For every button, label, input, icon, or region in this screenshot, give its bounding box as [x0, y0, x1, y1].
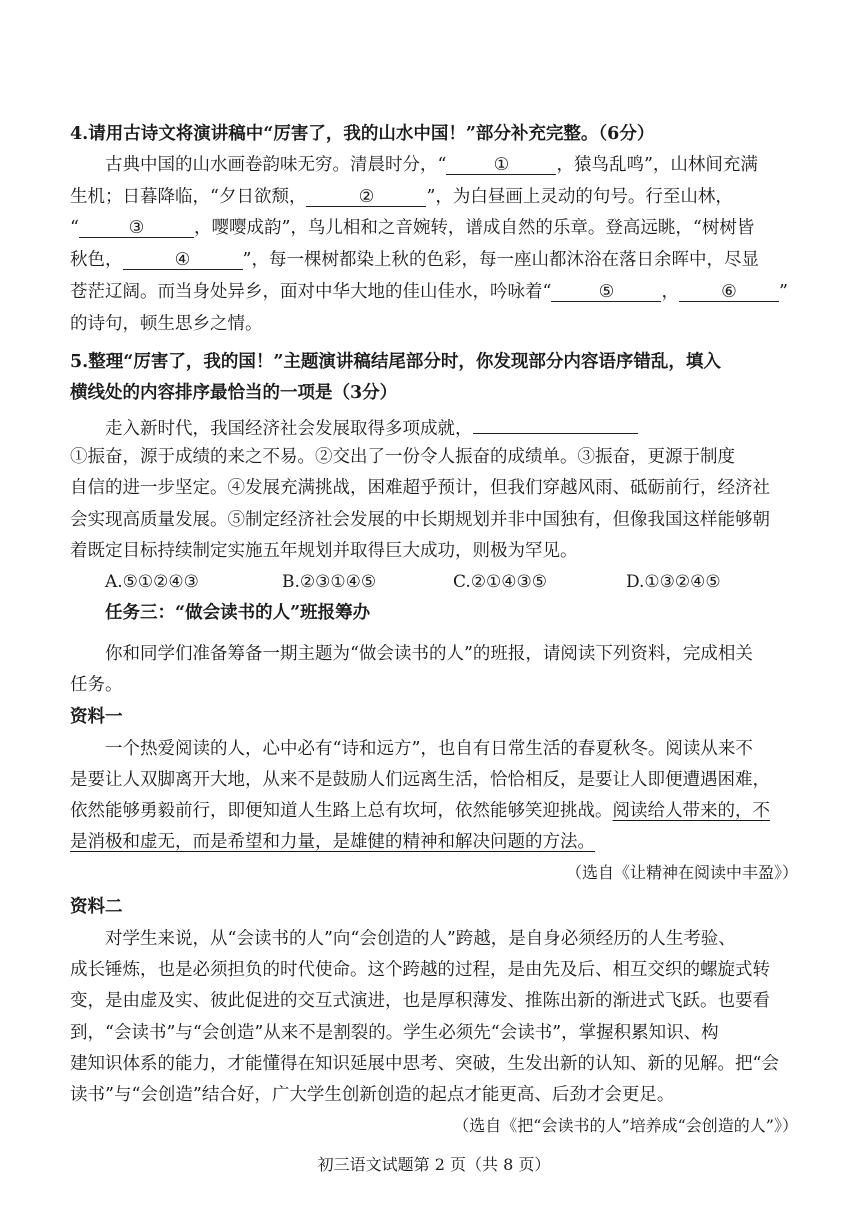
q5-title-1: 5.整理“厉害了，我的国！”主题演讲稿结尾部分时，你发现部分内容语序错乱，填入: [70, 352, 721, 372]
blank-3[interactable]: ③: [79, 217, 194, 238]
material-2-line-4: 到，“会读书”与“会创造”从来不是割裂的。学生必须先“会读书”，掌握积累知识、构: [70, 1023, 719, 1043]
q5-para-1: ①振奋，源于成绩的来之不易。②交出了一份令人振奋的成绩单。③振奋，更源于制度: [70, 447, 735, 467]
q4-title: 4.请用古诗文将演讲稿中“厉害了，我的山水中国！”部分补充完整。（6分）: [70, 124, 655, 144]
material-2-source: （选自《把“会读书的人”培养成“会创造的人”》）: [453, 1116, 798, 1135]
q4-line-2: 生机；日暮降临，“夕日欲颓， ② ”，为白昼画上灵动的句号。行至山林，: [70, 187, 733, 207]
q5-option-d[interactable]: D.①③②④⑤: [626, 572, 721, 592]
q5-para-3: 会实现高质量发展。⑤制定经济社会发展的中长期规划并非中国独有，但像我国这样能够朝: [70, 510, 770, 530]
material-1-line-4: [70, 830, 810, 854]
blank-6[interactable]: ⑥: [679, 281, 779, 302]
q4-line-1: 古典中国的山水画卷韵味无穷。清晨时分，“ ① ，猿鸟乱鸣”，山林间充满: [105, 155, 758, 175]
q5-para-2: 自信的进一步坚定。④发展充满挑战，困难超乎预计，但我们穿越风雨、砥砺前行，经济社: [70, 478, 770, 498]
blank-1[interactable]: ①: [446, 154, 556, 175]
q5-lead: 走入新时代，我国经济社会发展取得多项成就，: [105, 413, 810, 441]
task3-intro-1: 你和同学们准备筹备一期主题为“做会读书的人”的班报，请阅读下列资料，完成相关: [105, 644, 753, 664]
q4-line-6: 的诗句，顿生思乡之情。: [70, 314, 263, 334]
q5-title-2: 横线处的内容排序最恰当的一项是（3分）: [70, 383, 398, 403]
material-2-line-3: 变，是由虚及实、彼此促进的交互式演进，也是厚积薄发、推陈出新的渐进式飞跃。也要看: [70, 991, 770, 1011]
q5-para-4: 着既定目标持续制定实施五年规划并取得巨大成功，则极为罕见。: [70, 541, 578, 561]
underlined-sentence-part-1: 阅读给人带来的，不: [612, 801, 770, 821]
underlined-sentence-part-2: 是消极和虚无，而是希望和力量，是雄健的精神和解决问题的方法。: [70, 832, 595, 852]
page-footer: 初三语文试题第 2 页（共 8 页）: [317, 1155, 551, 1174]
material-1-line-3: 依然能够勇毅前行，即便知道人生路上总有坎坷，依然能够笑迎挑战。阅读给人带来的，不: [70, 801, 770, 821]
q5-option-b[interactable]: B.②③①④⑤: [282, 572, 377, 592]
material-2-line-1: 对学生来说，从“会读书的人”向“会创造的人”跨越，是自身必须经历的人生考验、: [105, 929, 736, 949]
material-2-line-6: 读书”与“会创造”结合好，广大学生创新创造的起点才能更高、后劲才会更足。: [70, 1085, 675, 1105]
task3-intro-2: 任务。: [70, 675, 123, 695]
q4-line-5: 苍茫辽阔。而当身处异乡，面对中华大地的佳山佳水，吟咏着“ ⑤ ， ⑥ ”: [70, 282, 788, 302]
q4-line-4: 秋色， ④ ”，每一棵树都染上秋的色彩，每一座山都沐浴在落日余晖中，尽显: [70, 250, 759, 270]
q4-line-3: “ ③ ，嘤嘤成韵”，鸟儿相和之音婉转，谱成自然的乐章。登高远眺，“树树皆: [70, 218, 755, 238]
material-2-line-2: 成长锤炼，也是必须担负的时代使命。这个跨越的过程，是由先及后、相互交织的螺旋式转: [70, 960, 770, 980]
blank-2[interactable]: ②: [306, 186, 426, 207]
q5-option-c[interactable]: C.②①④③⑤: [453, 572, 548, 592]
task3-title: 任务三：“做会读书的人”班报筹办: [105, 603, 371, 623]
material-1-line-2: 是要让人双脚离开大地，从来不是鼓励人们远离生活，恰恰相反，是要让人即便遭遇困难，: [70, 770, 770, 790]
material-2-heading: 资料二: [70, 897, 123, 917]
material-1-source: （选自《让精神在阅读中丰盈》）: [565, 863, 798, 882]
blank-5[interactable]: ⑤: [551, 281, 661, 302]
material-2-line-5: 建知识体系的能力，才能懂得在知识延展中思考、突破，生发出新的认知、新的见解。把“会: [70, 1054, 779, 1074]
blank-4[interactable]: ④: [123, 249, 243, 270]
material-1-line-1: 一个热爱阅读的人，心中必有“诗和远方”，也自有日常生活的春夏秋冬。阅读从来不: [105, 739, 753, 759]
q5-option-a[interactable]: A.⑤①②④③: [105, 572, 199, 592]
q5-answer-blank[interactable]: [473, 413, 638, 434]
material-1-heading: 资料一: [70, 707, 123, 727]
